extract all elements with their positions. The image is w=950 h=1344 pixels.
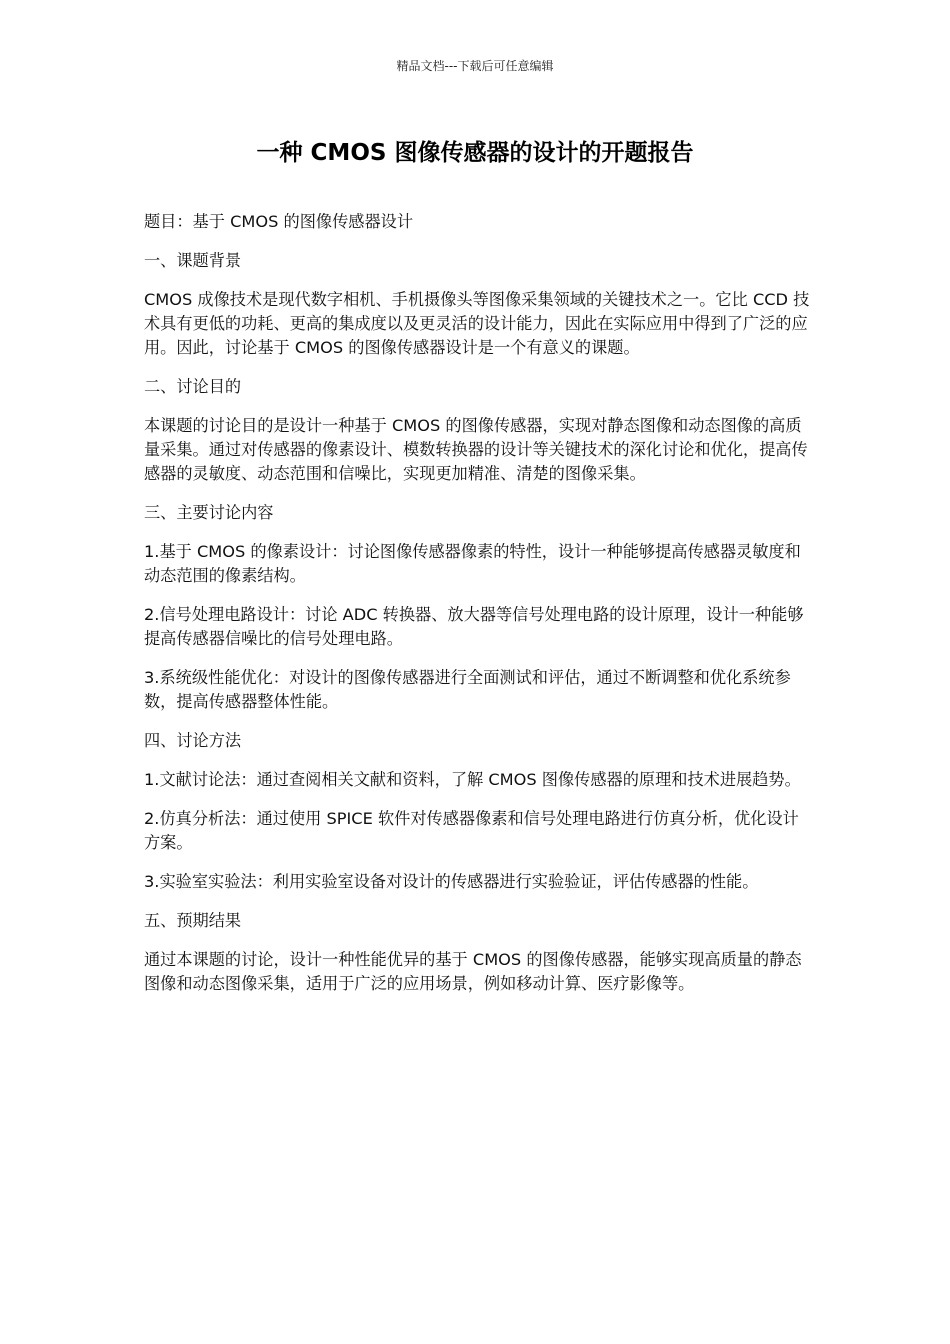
list-item-method-3: 3.实验室实验法：利用实验室设备对设计的传感器进行实验验证，评估传感器的性能。 xyxy=(144,872,759,891)
section-heading-background: 一、课题背景 xyxy=(144,251,242,270)
section-heading-results: 五、预期结果 xyxy=(144,911,242,930)
list-item-method-2: 2.仿真分析法：通过使用 SPICE 软件对传感器像素和信号处理电路进行仿真分析，优化设计方案。 xyxy=(144,809,799,852)
paragraph-results: 通过本课题的讨论，设计一种性能优异的基于 CMOS 的图像传感器，能够实现高质量的静态图像和动态图像采集，适用于广泛的应用场景，例如移动计算、医疗影像等。 xyxy=(144,950,802,993)
list-item-method-1: 1.文献讨论法：通过查阅相关文献和资料，了解 CMOS 图像传感器的原理和技术进展趋势。 xyxy=(144,770,801,789)
header-note: 精品文档---下载后可任意编辑 xyxy=(396,59,554,73)
document-body xyxy=(144,210,810,1011)
document-title: 一种 CMOS 图像传感器的设计的开题报告 xyxy=(256,140,694,166)
topic-line: 题目：基于 CMOS 的图像传感器设计 xyxy=(144,212,414,231)
list-item-content-1: 1.基于 CMOS 的像素设计：讨论图像传感器像素的特性，设计一种能够提高传感器灵敏度和动态范围的像素结构。 xyxy=(144,542,801,585)
paragraph-purpose: 本课题的讨论目的是设计一种基于 CMOS 的图像传感器，实现对静态图像和动态图像的高质量采集。通过对传感器的像素设计、模数转换器的设计等关键技术的深化讨论和优化，提高传感器的灵敏度、动态范围和信噪比，实现更加精准、清楚的图像采集。 xyxy=(144,416,808,483)
section-heading-methods: 四、讨论方法 xyxy=(144,731,242,750)
section-heading-purpose: 二、讨论目的 xyxy=(144,377,242,396)
list-item-content-2: 2.信号处理电路设计：讨论 ADC 转换器、放大器等信号处理电路的设计原理，设计一种能够提高传感器信噪比的信号处理电路。 xyxy=(144,605,804,648)
paragraph-background: CMOS 成像技术是现代数字相机、手机摄像头等图像采集领域的关键技术之一。它比 CCD 技术具有更低的功耗、更高的集成度以及更灵活的设计能力，因此在实际应用中得到了广泛的应用。因此，讨论基于 CMOS 的图像传感器设计是一个有意义的课题。 xyxy=(144,290,810,357)
section-heading-content: 三、主要讨论内容 xyxy=(144,503,274,522)
list-item-content-3: 3.系统级性能优化：对设计的图像传感器进行全面测试和评估，通过不断调整和优化系统参数，提高传感器整体性能。 xyxy=(144,668,791,711)
